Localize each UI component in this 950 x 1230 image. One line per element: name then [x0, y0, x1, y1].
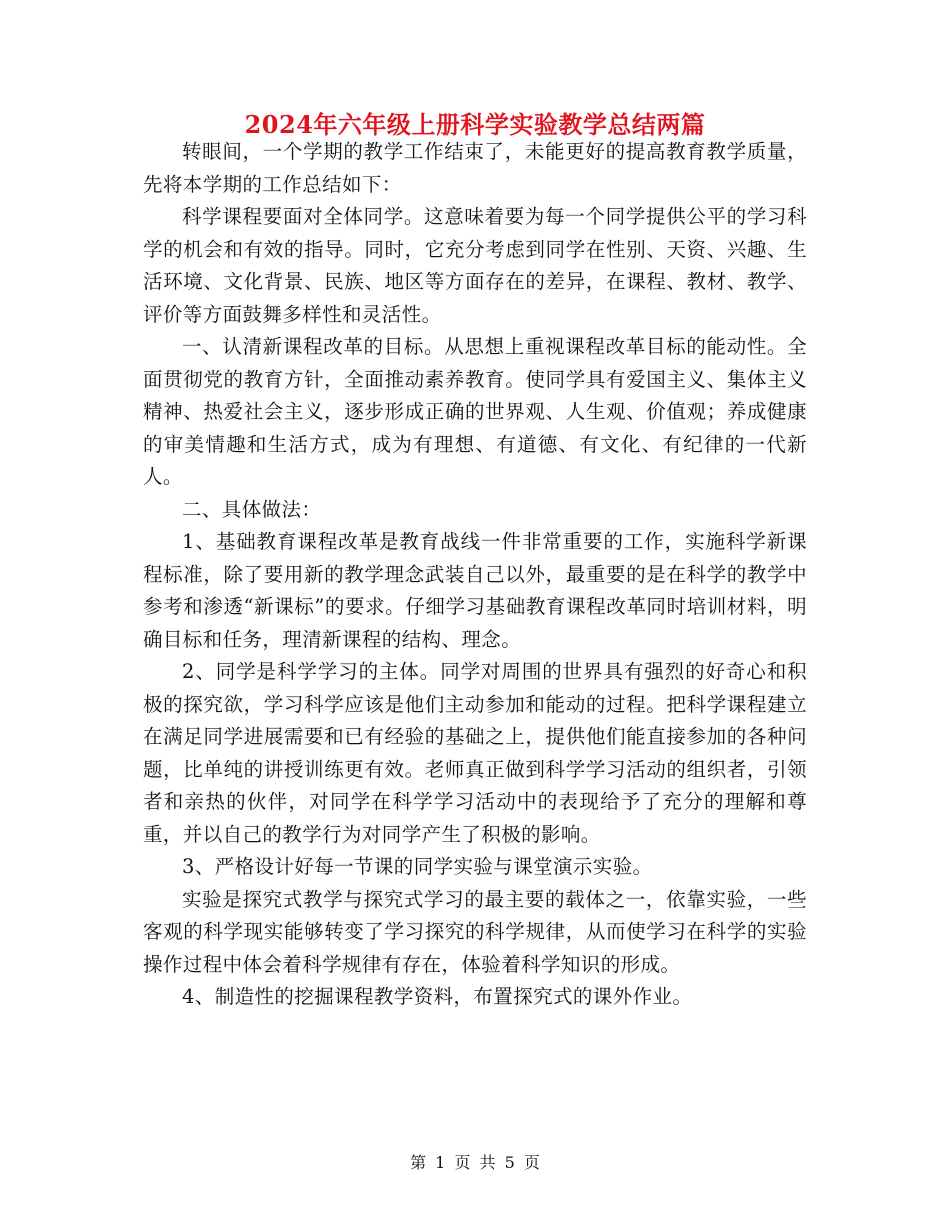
paragraph: 实验是探究式教学与探究式学习的最主要的载体之一，依靠实验，一些客观的科学现实能够转变了学习探究的科学规律，从而使学习在科学的实验操作过程中体会着科学规律有存在，体验着科学知识的形成。	[143, 887, 807, 976]
paragraph: 科学课程要面对全体同学。这意味着要为每一个同学提供公平的学习科学的机会和有效的指导。同时，它充分考虑到同学在性别、天资、兴趣、生活环境、文化背景、民族、地区等方面存在的差异，在课程、教材、教学、评价等方面鼓舞多样性和灵活性。	[143, 205, 807, 326]
paragraph: 二、具体做法：	[182, 497, 322, 521]
document-body	[143, 136, 807, 1014]
document-title: 2024年六年级上册科学实验教学总结两篇	[244, 110, 706, 139]
page-footer: 第 1 页 共 5 页	[410, 1153, 540, 1172]
paragraph: 1、基础教育课程改革是教育战线一件非常重要的工作，实施科学新课程标准，除了要用新的教学理念武装自己以外，最重要的是在科学的教学中参考和渗透“新课标”的要求。仔细学习基础教育课程改革同时培训材料，明确目标和任务，理清新课程的结构、理念。	[143, 530, 807, 651]
paragraph: 3、严格设计好每一节课的同学实验与课堂演示实验。	[182, 855, 653, 878]
paragraph: 4、制造性的挖掘课程教学资料，布置探究式的课外作业。	[182, 985, 693, 1008]
paragraph: 2、同学是科学学习的主体。同学对周围的世界具有强烈的好奇心和积极的探究欲，学习科学应该是他们主动参加和能动的过程。把科学课程建立在满足同学进展需要和已有经验的基础之上，提供他们能直接参加的各种问题，比单纯的讲授训练更有效。老师真正做到科学学习活动的组织者，引领者和亲热的伙伴，对同学在科学学习活动中的表现给予了充分的理解和尊重，并以自己的教学行为对同学产生了积极的影响。	[143, 660, 807, 846]
paragraph: 转眼间，一个学期的教学工作结束了，未能更好的提高教育教学质量，先将本学期的工作总结如下：	[143, 140, 807, 196]
paragraph: 一、认清新课程改革的目标。从思想上重视课程改革目标的能动性。全面贯彻党的教育方针，全面推动素养教育。使同学具有爱国主义、集体主义精神、热爱社会主义，逐步形成正确的世界观、人生观、价值观；养成健康的审美情趣和生活方式，成为有理想、有道德、有文化、有纪律的一代新人。	[143, 335, 807, 488]
